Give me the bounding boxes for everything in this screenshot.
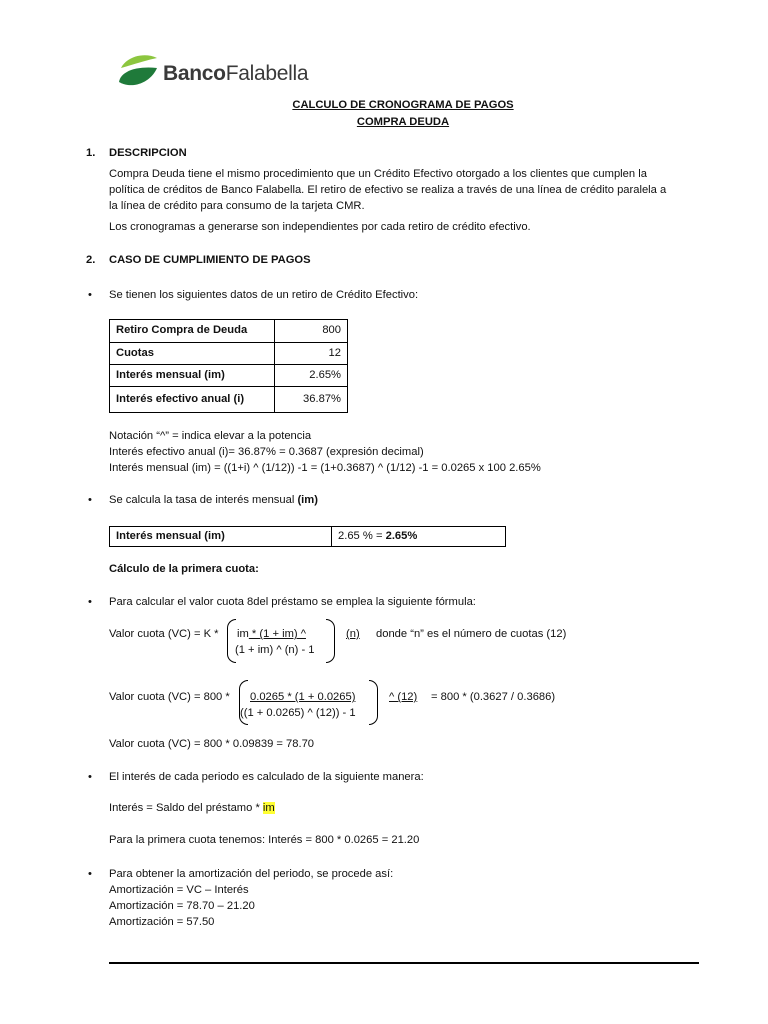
right-parenthesis: [369, 680, 378, 725]
table-label: Interés efectivo anual (i): [110, 387, 275, 413]
footer-divider: [109, 962, 699, 964]
section1-number: 1.: [86, 147, 96, 159]
document-subtitle: COMPRA DEUDA: [356, 116, 450, 128]
bullet: •: [88, 289, 92, 301]
annual-rate-note: Interés efectivo anual (i)= 36.87% = 0.3687 (expresión decimal): [109, 446, 424, 458]
amortization-line: Amortización = VC – Interés: [109, 884, 249, 896]
loan-data-table: [109, 319, 348, 413]
formula1-exponent: (n): [346, 628, 360, 640]
table-row: [110, 365, 348, 387]
interest-formula-text: Interés = Saldo del préstamo *: [109, 802, 263, 814]
section2-number: 2.: [86, 254, 96, 266]
formula1-num-im: im: [237, 628, 249, 640]
monthly-rate-table: [109, 526, 506, 547]
table-value: 2.65%: [275, 365, 348, 387]
first-interest: Para la primera cuota tenemos: Interés = 800 * 0.0265 = 21.20: [109, 834, 420, 846]
formula2-denominator: ((1 + 0.0265) ^ (12)) - 1: [240, 707, 356, 719]
formula2-numerator: 0.0265 * (1 + 0.0265): [250, 691, 356, 703]
section1-paragraph1-line3: la línea de crédito para consumo de la tarjeta CMR.: [109, 200, 365, 212]
banco-falabella-logo: [117, 52, 327, 92]
table-row: [110, 387, 348, 413]
section1-heading: DESCRIPCION: [109, 147, 187, 159]
amortization-intro: Para obtener la amortización del periodo, se procede así:: [109, 868, 394, 880]
section1-paragraph1-line2: política de créditos de Banco Falabella. El retiro de efectivo se realiza a través de una línea de crédito paralela a: [109, 184, 667, 196]
section1-paragraph1-line1: Compra Deuda tiene el mismo procedimiento que un Crédito Efectivo otorgado a los clientes que cumplen la: [109, 168, 647, 180]
table-value: 36.87%: [275, 387, 348, 413]
notation-note: Notación “^” = indica elevar a la potencia: [109, 430, 312, 442]
table-label: Interés mensual (im): [110, 527, 332, 547]
amortization-line: Amortización = 78.70 – 21.20: [109, 900, 255, 912]
table-value: [332, 527, 506, 547]
first-quota-heading: Cálculo de la primera cuota:: [109, 563, 259, 575]
amortization-line: Amortización = 57.50: [109, 916, 215, 928]
formula-intro: Para calcular el valor cuota 8del préstamo se emplea la siguiente fórmula:: [109, 596, 476, 608]
formula1-denominator: (1 + im) ^ (n) - 1: [235, 644, 315, 656]
interest-formula: [109, 801, 275, 817]
table-value: 800: [275, 320, 348, 343]
formula2-lhs: Valor cuota (VC) = 800 *: [109, 691, 230, 703]
table-row: [110, 343, 348, 365]
monthly-rate-note: Interés mensual (im) = ((1+i) ^ (1/12)) -1 = (1+0.3687) ^ (1/12) -1 = 0.0265 x 100 2.65%: [109, 462, 541, 474]
formula1-lhs: Valor cuota (VC) = K *: [109, 628, 219, 640]
highlighted-im: im: [262, 802, 275, 814]
formula3: Valor cuota (VC) = 800 * 0.09839 = 78.70: [109, 738, 315, 750]
formula2-exponent: ^ (12): [389, 691, 418, 703]
table-label: Interés mensual (im): [110, 365, 275, 387]
formula1-num-rest: * (1 + im) ^: [248, 628, 306, 640]
rate-value-prefix: 2.65 % =: [338, 529, 386, 542]
rate-intro-bold: (im): [297, 494, 318, 506]
table-label: Cuotas: [110, 343, 275, 365]
rate-intro: [109, 493, 318, 509]
table-row: [110, 527, 506, 547]
logo-brand-bold: Banco: [163, 62, 226, 85]
formula2-rhs: = 800 * (0.3627 / 0.3686): [431, 691, 556, 703]
data-intro: Se tienen los siguientes datos de un retiro de Crédito Efectivo:: [109, 289, 419, 301]
document-title: CALCULO DE CRONOGRAMA DE PAGOS: [292, 99, 514, 111]
interest-intro: El interés de cada periodo es calculado de la siguiente manera:: [109, 771, 424, 783]
logo-wordmark: [163, 59, 308, 88]
bullet: •: [88, 771, 92, 783]
bullet: •: [88, 596, 92, 608]
rate-value-bold: 2.65%: [385, 529, 418, 542]
falabella-leaf-icon: [117, 52, 161, 92]
formula1-numerator: [237, 627, 306, 643]
bullet: •: [88, 868, 92, 880]
section2-heading: CASO DE CUMPLIMIENTO DE PAGOS: [109, 254, 311, 266]
logo-brand-regular: Falabella: [225, 62, 309, 85]
section1-paragraph2: Los cronogramas a generarse son independientes por cada retiro de crédito efectivo.: [109, 221, 531, 233]
bullet: •: [88, 494, 92, 506]
table-label: Retiro Compra de Deuda: [110, 320, 275, 343]
table-value: 12: [275, 343, 348, 365]
formula1-note: donde “n” es el número de cuotas (12): [376, 628, 567, 640]
rate-intro-text: Se calcula la tasa de interés mensual: [109, 494, 298, 506]
table-row: [110, 320, 348, 343]
right-parenthesis: [326, 619, 335, 663]
